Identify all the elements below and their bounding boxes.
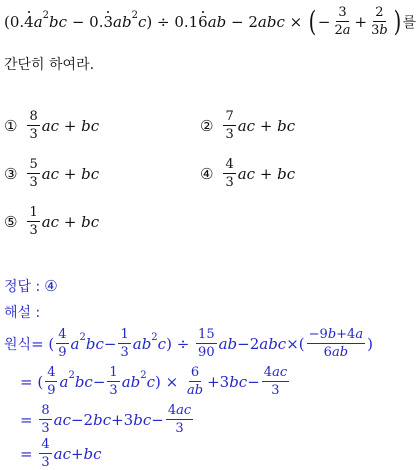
solution-step-1: 원식 = ( $\frac{4}{9}$ a $^2$ bc − $\frac{1}{3}$ ab $^2$ c ) ÷ $\frac{15}{90}$ ab −2 abc ×( $\frac{-9b+4a}{6ab}$ ) <box>4 327 373 360</box>
choice-marker: ③ <box>4 164 18 183</box>
choice-term: ac + bc <box>237 164 296 183</box>
choice-5[interactable]: ⑤ $\frac{1}{3}$ ac + bc <box>4 205 100 238</box>
choice-2[interactable]: ② $\frac{7}{3}$ ac + bc <box>200 109 296 142</box>
choice-3[interactable]: ③ $\frac{5}{3}$ ac + bc <box>4 157 100 190</box>
choice-marker: ① <box>4 116 18 135</box>
answer-label: 정답 : <box>4 279 41 295</box>
solution-step-4: = $\frac{4}{3}$ ac + bc <box>20 437 102 470</box>
explanation-label: 해설 : <box>4 305 41 321</box>
choice-term: ac + bc <box>237 116 296 135</box>
solution-step-3: = $\frac{8}{3}$ ac −2 bc +3 bc − $\frac{4ac}{3}$ <box>20 403 192 436</box>
choice-term: ac + bc <box>41 164 100 183</box>
choice-4[interactable]: ④ $\frac{4}{3}$ ac + bc <box>200 157 296 190</box>
original-label: 원식 <box>4 336 32 353</box>
choice-marker: ④ <box>200 164 214 183</box>
answer-value: ④ <box>44 277 58 295</box>
problem-suffix: 를 <box>402 14 416 31</box>
choice-term: ac + bc <box>41 212 100 231</box>
problem-expression: (0. 4 a $^2$ bc − 0. 3 ab $^2$ c ) ÷ 0.1 6 ab − 2 abc × ( − $\frac{3}{2a}$ + $\frac{2}{3b}$ ) 를 <box>4 4 416 38</box>
choice-marker: ② <box>200 116 214 135</box>
answer-line <box>4 276 58 296</box>
choice-1[interactable]: ① $\frac{8}{3}$ ac + bc <box>4 109 100 142</box>
choice-term: ac + bc <box>41 116 100 135</box>
problem-instruction: 간단히 하여라. <box>4 57 95 73</box>
choice-marker: ⑤ <box>4 212 18 231</box>
solution-step-2: = ( $\frac{4}{9}$ a $^2$ bc − $\frac{1}{3}$ ab $^2$ c ) × $\frac{6}{ab}$ +3 bc − $\frac{4ac}{3}$ <box>20 365 288 398</box>
